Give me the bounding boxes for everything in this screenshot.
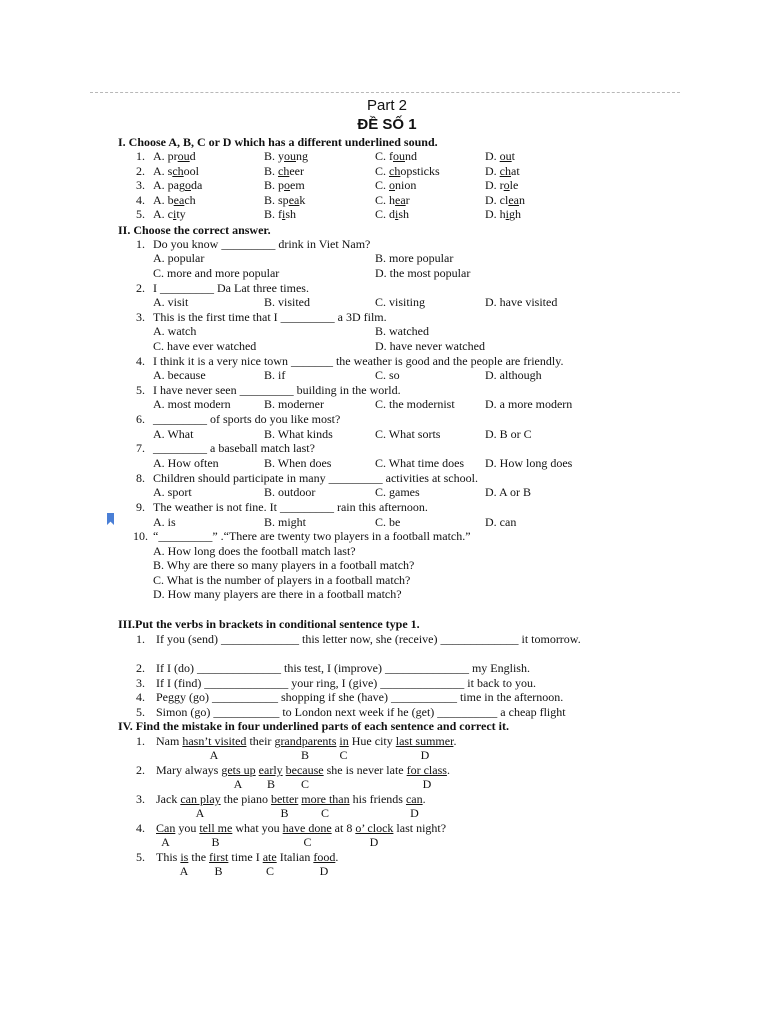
section-4-heading: IV. Find the mistake in four underlined parts of each sentence and correct it. [118, 719, 509, 733]
option-c: C. found [375, 149, 417, 163]
question-number: 10. [133, 529, 148, 543]
underlined-part: early [258, 763, 283, 777]
option-d: D. have visited [485, 295, 558, 309]
item-text: If you (send) _____________ this letter now, she (receive) _____________ it tomorrow. [156, 632, 581, 646]
item-number: 5. [136, 705, 145, 719]
option-d: D. How many players are there in a football match? [153, 587, 402, 601]
sentence: This is the first time I ate Italian food. [156, 850, 339, 864]
answer-letter: B [211, 835, 220, 849]
option-d: D. a more modern [485, 397, 573, 411]
question-text: I have never seen _________ building in the world. [153, 383, 401, 397]
part-title: Part 2 [366, 97, 408, 114]
item-number: 2. [136, 661, 145, 675]
option-c: C. What sorts [375, 427, 441, 441]
option-a: A. city [153, 207, 186, 221]
option-a: A. sport [153, 485, 192, 499]
underlined-part: o’ clock [355, 821, 394, 835]
option-d: D. can [485, 515, 517, 529]
item-number: 1. [136, 632, 145, 646]
answer-letter: A [179, 864, 189, 878]
option-d: D. How long does [485, 456, 573, 470]
sentence: Mary always gets up early because she is never late for class. [156, 763, 450, 777]
sentence: Nam hasn’t visited their grandparents in Hue city last summer. [156, 734, 457, 748]
option-d: D. high [485, 207, 522, 221]
question-text: Do you know _________ drink in Viet Nam? [153, 237, 371, 251]
underlined-part: in [339, 734, 349, 748]
item-number: 5. [136, 207, 145, 221]
underlined-part: hasn’t visited [182, 734, 247, 748]
underlined-part: first [209, 850, 229, 864]
option-a: A. beach [153, 193, 196, 207]
option-c: C. What time does [375, 456, 465, 470]
underlined-part: food [313, 850, 336, 864]
item-text: If I (find) ______________ your ring, I (give) ______________ it back to you. [156, 676, 536, 690]
option-d: D. although [485, 368, 542, 382]
question-text: “_________” .“There are twenty two players in a football match.” [153, 529, 471, 543]
answer-letter: A [209, 748, 219, 762]
option-b: B. What kinds [264, 427, 333, 441]
item-number: 5. [136, 850, 145, 864]
option-d: D. A or B [485, 485, 532, 499]
option-b: B. more popular [375, 251, 454, 265]
answer-letter: A [161, 835, 170, 849]
item-number: 2. [136, 164, 145, 178]
option-c: C. the modernist [375, 397, 455, 411]
answer-letter: C [300, 777, 310, 791]
underlined-part: can [405, 792, 423, 806]
item-number: 3. [136, 676, 145, 690]
question-number: 1. [136, 237, 145, 251]
header-divider [90, 92, 680, 93]
sentence: Jack can play the piano better more than his friends can. [156, 792, 426, 806]
option-c: C. be [375, 515, 401, 529]
option-d: D. B or C [485, 427, 532, 441]
bookmark-icon[interactable] [107, 513, 114, 525]
question-number: 3. [136, 310, 145, 324]
answer-letter: C [320, 806, 330, 820]
question-text: _________ of sports do you like most? [153, 412, 341, 426]
item-number: 4. [136, 690, 145, 704]
item-number: 4. [136, 193, 145, 207]
item-text: Peggy (go) ___________ shopping if she (have) ___________ time in the afternoon. [156, 690, 564, 704]
option-d: D. the most popular [375, 266, 471, 280]
answer-letter: C [303, 835, 312, 849]
option-c: C. chopsticks [375, 164, 440, 178]
option-c: C. have ever watched [153, 339, 257, 353]
item-number: 3. [136, 178, 145, 192]
underlined-part: is [180, 850, 189, 864]
question-number: 4. [136, 354, 145, 368]
question-number: 2. [136, 281, 145, 295]
option-b: B. might [264, 515, 307, 529]
option-c: C. so [375, 368, 400, 382]
answer-letter: B [280, 806, 289, 820]
underlined-part: for class [406, 763, 447, 777]
option-b: B. speak [264, 193, 306, 207]
section-3-heading: III.Put the verbs in brackets in conditional sentence type 1. [118, 617, 420, 631]
option-a: A. proud [153, 149, 196, 163]
answer-letter: B [266, 777, 276, 791]
question-text: I _________ Da Lat three times. [153, 281, 309, 295]
question-text: Children should participate in many _________ activities at school. [153, 471, 478, 485]
option-b: B. outdoor [264, 485, 316, 499]
section-1-heading: I. Choose A, B, C or D which has a different underlined sound. [118, 135, 438, 149]
underlined-part: gets up [221, 763, 256, 777]
option-c: C. visiting [375, 295, 426, 309]
exam-title: ĐỀ SỐ 1 [357, 116, 417, 133]
option-a: A. popular [153, 251, 205, 265]
option-b: B. visited [264, 295, 311, 309]
option-c: C. hear [375, 193, 410, 207]
underlined-part: can play [180, 792, 221, 806]
option-a: A. visit [153, 295, 189, 309]
question-text: The weather is not fine. It _________ rain this afternoon. [153, 500, 428, 514]
question-text: This is the first time that I _________ a 3D film. [153, 310, 387, 324]
underlined-part: grandparents [274, 734, 337, 748]
underlined-part: Can [156, 821, 176, 835]
option-a: A. watch [153, 324, 197, 338]
answer-letter: D [420, 748, 430, 762]
option-c: C. What is the number of players in a football match? [153, 573, 411, 587]
question-text: I think it is a very nice town _______ the weather is good and the people are friendly. [153, 354, 564, 368]
option-c: C. more and more popular [153, 266, 280, 280]
answer-letter: C [265, 864, 275, 878]
item-number: 2. [136, 763, 145, 777]
option-b: B. moderner [264, 397, 324, 411]
option-b: B. cheer [264, 164, 304, 178]
option-b: B. young [264, 149, 309, 163]
underlined-part: have done [282, 821, 332, 835]
option-c: C. games [375, 485, 420, 499]
item-number: 1. [136, 734, 145, 748]
answer-letter: D [319, 864, 329, 878]
answer-letter: D [410, 806, 419, 820]
question-number: 7. [136, 441, 145, 455]
answer-letter: D [369, 835, 379, 849]
section-2-heading: II. Choose the correct answer. [118, 223, 271, 237]
item-number: 4. [136, 821, 145, 835]
option-b: B. if [264, 368, 286, 382]
option-d: D. out [485, 149, 516, 163]
option-a: A. How often [153, 456, 219, 470]
underlined-part: more than [301, 792, 350, 806]
option-d: D. have never watched [375, 339, 485, 353]
option-a: A. pagoda [153, 178, 203, 192]
option-b: B. Why are there so many players in a football match? [153, 558, 415, 572]
answer-letter: B [300, 748, 310, 762]
item-number: 3. [136, 792, 145, 806]
answer-letter: D [422, 777, 432, 791]
underlined-part: ate [262, 850, 277, 864]
option-a: A. because [153, 368, 206, 382]
option-d: D. clean [485, 193, 525, 207]
item-text: If I (do) ______________ this test, I (improve) ______________ my English. [156, 661, 530, 675]
underlined-part: better [270, 792, 299, 806]
option-c: C. onion [375, 178, 417, 192]
underlined-part: last summer [395, 734, 454, 748]
item-number: 1. [136, 149, 145, 163]
question-number: 5. [136, 383, 145, 397]
option-a: A. What [153, 427, 194, 441]
option-a: A. school [153, 164, 200, 178]
option-b: B. When does [264, 456, 332, 470]
option-a: A. How long does the football match last? [153, 544, 356, 558]
item-text: Simon (go) ___________ to London next week if he (get) __________ a cheap flight [156, 705, 566, 719]
underlined-part: tell me [199, 821, 233, 835]
option-b: B. poem [264, 178, 305, 192]
question-text: _________ a baseball match last? [153, 441, 315, 455]
sentence: Can you tell me what you have done at 8 o’ clock last night? [156, 821, 447, 835]
option-a: A. is [153, 515, 176, 529]
option-d: D. chat [485, 164, 520, 178]
answer-letter: B [214, 864, 223, 878]
answer-letter: C [339, 748, 348, 762]
option-a: A. most modern [153, 397, 231, 411]
underlined-part: because [285, 763, 324, 777]
option-d: D. role [485, 178, 519, 192]
answer-letter: A [233, 777, 243, 791]
option-b: B. fish [264, 207, 297, 221]
question-number: 8. [136, 471, 145, 485]
question-number: 9. [136, 500, 145, 514]
answer-letter: A [195, 806, 205, 820]
option-b: B. watched [375, 324, 429, 338]
option-c: C. dish [375, 207, 410, 221]
question-number: 6. [136, 412, 145, 426]
